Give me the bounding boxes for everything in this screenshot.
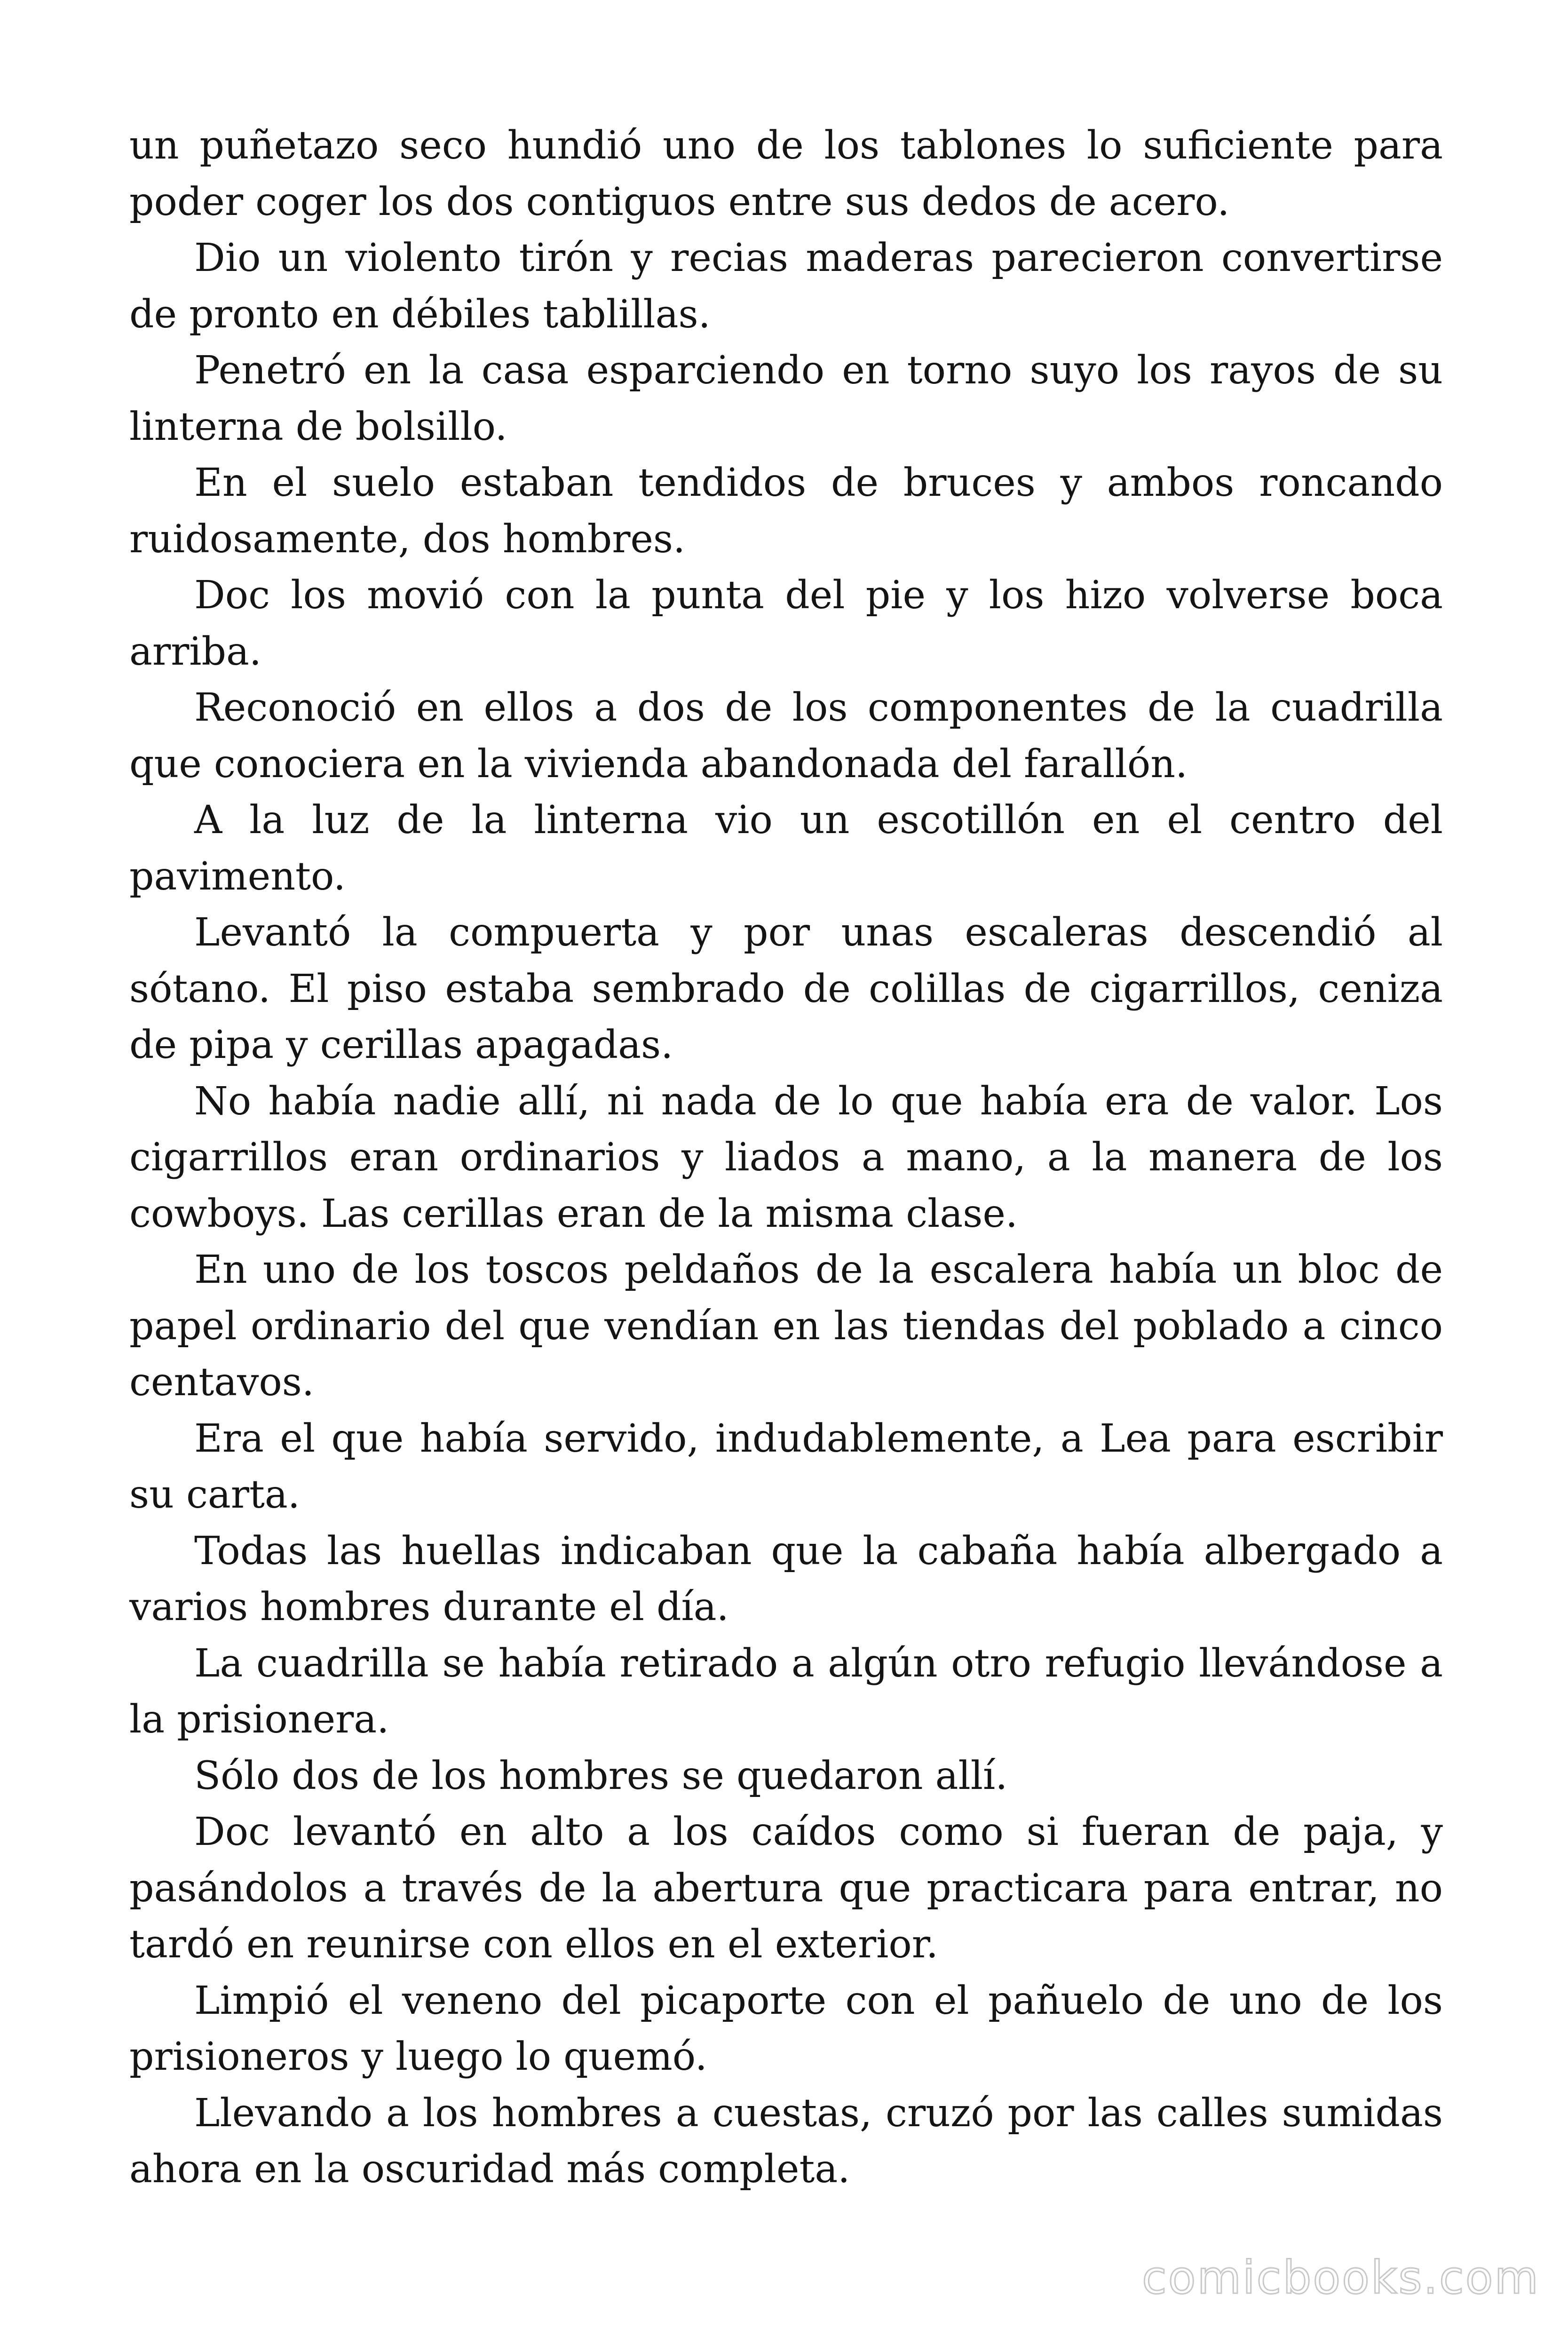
paragraph: Todas las huellas indicaban que la cabaña había albergado a varios hombres durante el día. — [129, 1528, 1443, 1629]
watermark: comicbooks.com — [1141, 2251, 1540, 2304]
page-body — [129, 118, 1443, 2198]
paragraph: No había nadie allí, ni nada de lo que había era de valor. Los cigarrillos eran ordinarios y liados a mano, a la manera de los cowboys. Las cerillas eran de la misma clase. — [129, 1079, 1443, 1236]
paragraph: A la luz de la linterna vio un escotillón en el centro del pavimento. — [129, 798, 1443, 899]
paragraph: Dio un violento tirón y recias maderas parecieron convertirse de pronto en débiles tablillas. — [129, 236, 1443, 337]
paragraph: Penetró en la casa esparciendo en torno suyo los rayos de su linterna de bolsillo. — [129, 348, 1443, 449]
paragraph: Limpió el veneno del picaporte con el pañuelo de uno de los prisioneros y luego lo quemó. — [129, 1978, 1443, 2079]
paragraph: Sólo dos de los hombres se quedaron allí. — [194, 1753, 1008, 1798]
paragraph: Doc los movió con la punta del pie y los hizo volverse boca arriba. — [129, 573, 1443, 674]
paragraph: Reconoció en ellos a dos de los componentes de la cuadrilla que conociera en la vivienda abandonada del farallón. — [129, 685, 1443, 787]
paragraph: En el suelo estaban tendidos de bruces y ambos roncando ruidosamente, dos hombres. — [129, 461, 1443, 562]
paragraph: En uno de los toscos peldaños de la escalera había un bloc de papel ordinario del que vendían en las tiendas del poblado a cinco centavos. — [129, 1248, 1443, 1405]
paragraph: Doc levantó en alto a los caídos como si fueran de paja, y pasándolos a través de la abertura que practicara para entrar, no tardó en reunirse con ellos en el exterior. — [129, 1810, 1443, 1967]
paragraph: Era el que había servido, indudablemente, a Lea para escribir su carta. — [129, 1416, 1443, 1517]
paragraph-continued: un puñetazo seco hundió uno de los tablones lo suficiente para poder coger los dos contiguos entre sus dedos de acero. — [129, 123, 1443, 224]
paragraph: Levantó la compuerta y por unas escaleras descendió al sótano. El piso estaba sembrado de colillas de cigarrillos, ceniza de pipa y cerillas apagadas. — [129, 910, 1443, 1067]
paragraph: La cuadrilla se había retirado a algún otro refugio llevándose a la prisionera. — [129, 1641, 1443, 1742]
paragraph: Llevando a los hombres a cuestas, cruzó por las calles sumidas ahora en la oscuridad más completa. — [129, 2090, 1443, 2192]
